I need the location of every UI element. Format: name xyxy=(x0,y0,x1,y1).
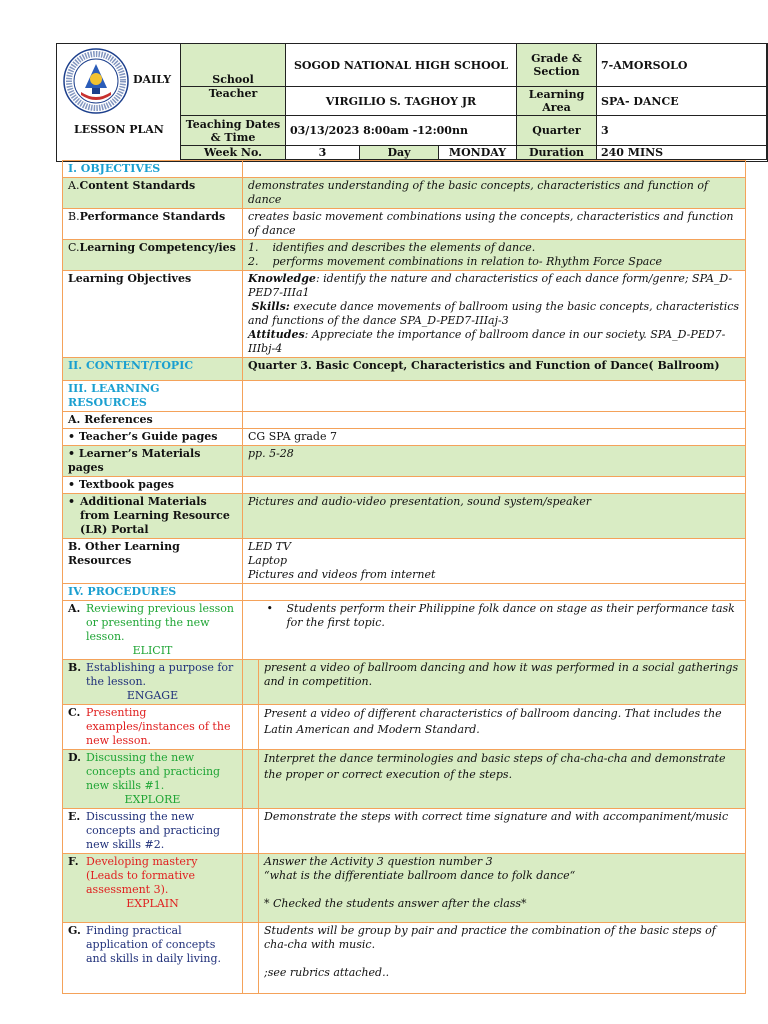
proc-c-letter: C. xyxy=(68,706,81,719)
lm-label: • Learner’s Materials pages xyxy=(68,447,200,474)
content-standards-value: demonstrates understanding of the basic concepts, characteristics and function of dance xyxy=(243,178,746,209)
quarter-value: 3 xyxy=(597,116,767,146)
objectives-heading: I. OBJECTIVES xyxy=(63,161,243,178)
grade-value: 7-AMORSOLO xyxy=(597,44,767,87)
attitudes-line: Attitudes: Appreciate the importance of ballroom dance in our society. SPA_D-PED7-IIIbj-4 xyxy=(248,328,726,355)
area-label: Learning Area xyxy=(517,87,597,116)
content-heading: II. CONTENT/TOPIC xyxy=(63,358,243,381)
lm-value: pp. 5-28 xyxy=(243,446,746,477)
proc-f-value-1: Answer the Activity 3 question number 3 xyxy=(264,855,493,868)
am-label: Additional Materials from Learning Resource (LR) Portal xyxy=(80,495,230,536)
proc-d-label: Discussing the new concepts and practicing new skills #1. xyxy=(86,751,221,792)
day-value: MONDAY xyxy=(439,146,517,160)
procedures-heading-row xyxy=(63,584,746,601)
proc-e-letter: E. xyxy=(68,810,81,823)
header-table xyxy=(180,43,767,160)
duration-value: 240 MINS xyxy=(597,146,767,160)
proc-g-label: Finding practical application of concepts and skills in daily living. xyxy=(86,924,222,965)
week-label: Week No. xyxy=(181,146,286,160)
skills-line: Skills: execute dance movements of ballroom using the basic concepts, characteristics and functions of the dance SPA_D-PED7-IIIaj-3 xyxy=(248,300,740,327)
letter-c: C. xyxy=(68,241,80,254)
references-label: A. References xyxy=(63,412,243,429)
competency-label: Learning Competency/ies xyxy=(79,241,236,254)
week-value: 3 xyxy=(286,146,360,160)
proc-d-value: Interpret the dance terminologies and basic steps of cha-cha-cha and demonstrate the proper or correct execution of the steps. xyxy=(259,750,746,809)
dates-value: 03/13/2023 8:00am -12:00nn xyxy=(286,116,517,146)
content-topic-row xyxy=(63,358,746,381)
area-value: SPA- DANCE xyxy=(597,87,767,116)
proc-f-label: Developing mastery (Leads to formative assessment 3). xyxy=(86,855,198,896)
references-row xyxy=(63,412,746,429)
proc-d-letter: D. xyxy=(68,751,81,764)
proc-b-sub: ENGAGE xyxy=(126,689,179,702)
teacher-value: VIRGILIO S. TAGHOY JR xyxy=(286,87,517,116)
proc-c-label: Presenting examples/instances of the new lesson. xyxy=(86,706,231,747)
proc-b-letter: B. xyxy=(68,661,82,674)
school-label: School xyxy=(181,44,286,87)
resources-heading-row xyxy=(63,381,746,412)
letter-b: B. xyxy=(68,210,80,223)
school-value: SOGOD NATIONAL HIGH SCHOOL xyxy=(286,44,517,87)
competency-item-2: 2. performs movement combinations in relation to- Rhythm Force Space xyxy=(248,255,662,268)
proc-a-sub: ELICIT xyxy=(132,644,173,657)
other-item-3: Pictures and videos from internet xyxy=(248,568,436,581)
tg-label: • Teacher’s Guide pages xyxy=(68,430,217,443)
other-item-1: LED TV xyxy=(248,540,291,553)
tg-row xyxy=(63,429,746,446)
proc-f-value-3: * Checked the students answer after the class* xyxy=(264,897,527,910)
deped-seal-icon xyxy=(63,48,129,114)
proc-c-row xyxy=(63,705,746,750)
proc-b-label: Establishing a purpose for the lesson. xyxy=(86,661,234,688)
proc-a-value: Students perform their Philippine folk dance on stage as their performance task for the first topic. xyxy=(286,602,735,629)
day-label: Day xyxy=(360,146,439,160)
proc-a-letter: A. xyxy=(68,602,81,615)
proc-g-value-2: ;see rubrics attached.. xyxy=(264,966,390,979)
proc-b-value: present a video of ballroom dancing and how it was performed in a social gatherings and in competition. xyxy=(259,660,746,705)
content-standards-label: Content Standards xyxy=(79,179,196,192)
proc-a-row: A. Reviewing previous lesson or presenting the new lesson. ELICIT • Students perform their Philippine folk dance on stage as their performance task for the first topic. xyxy=(63,601,746,660)
lesson-body-table xyxy=(62,160,746,994)
performance-standards-row xyxy=(63,209,746,240)
proc-f-sub: EXPLAIN xyxy=(126,897,179,910)
other-resources-row xyxy=(63,539,746,584)
proc-g-value-1: Students will be group by pair and practice the combination of the basic steps of cha-cha with music. xyxy=(264,924,716,951)
performance-standards-label: Performance Standards xyxy=(79,210,226,223)
learning-objectives-row xyxy=(63,271,746,358)
lm-row xyxy=(63,446,746,477)
am-value: Pictures and audio-video presentation, sound system/speaker xyxy=(243,494,746,539)
proc-f-value-2: “what is the differentiate ballroom dance to folk dance“ xyxy=(264,869,576,882)
tb-label: • Textbook pages xyxy=(68,478,174,491)
proc-e-row xyxy=(63,809,746,854)
competency-row xyxy=(63,240,746,271)
proc-f-letter: F. xyxy=(68,855,79,868)
other-label: B. Other Learning Resources xyxy=(63,539,243,584)
proc-e-label: Discussing the new concepts and practicing new skills #2. xyxy=(86,810,221,851)
competency-item-1: 1. identifies and describes the elements of dance. xyxy=(248,241,536,254)
quarter-label: Quarter xyxy=(517,116,597,146)
proc-f-row xyxy=(63,854,746,923)
procedures-heading: IV. PROCEDURES xyxy=(63,584,243,601)
proc-a-label: Reviewing previous lesson or presenting the new lesson. xyxy=(86,602,235,643)
knowledge-line: Knowledge: identify the nature and characteristics of each dance form/genre; SPA_D-PED7-IIIa1 xyxy=(248,272,733,299)
performance-standards-value: creates basic movement combinations using the concepts, characteristics and function of dance xyxy=(243,209,746,240)
proc-d-sub: EXPLORE xyxy=(124,793,181,806)
content-standards-row xyxy=(63,178,746,209)
duration-label: Duration xyxy=(517,146,597,160)
teacher-label: Teacher xyxy=(181,87,286,116)
resources-heading: III. LEARNING RESOURCES xyxy=(63,381,243,412)
lesson-plan-label: LESSON PLAN xyxy=(74,123,164,136)
other-item-2: Laptop xyxy=(248,554,287,567)
am-row: • Additional Materials from Learning Resource (LR) Portal Pictures and audio-video presentation, sound system/speaker xyxy=(63,494,746,539)
content-value: Quarter 3. Basic Concept, Characteristics and Function of Dance( Ballroom) xyxy=(243,358,746,381)
tg-value: CG SPA grade 7 xyxy=(243,429,746,446)
learning-objectives-label: Learning Objectives xyxy=(63,271,243,358)
proc-e-value: Demonstrate the steps with correct time signature and with accompaniment/music xyxy=(259,809,746,854)
objectives-heading-row xyxy=(63,161,746,178)
proc-b-row xyxy=(63,660,746,705)
grade-label: Grade & Section xyxy=(517,44,597,87)
proc-g-letter: G. xyxy=(68,924,81,937)
proc-c-value: Present a video of different characteristics of ballroom dancing. That includes the Latin American and Modern Standard. xyxy=(259,705,746,750)
tb-row xyxy=(63,477,746,494)
proc-d-row xyxy=(63,750,746,809)
proc-g-row xyxy=(63,923,746,994)
daily-label: DAILY xyxy=(133,73,172,86)
letter-a: A. xyxy=(68,179,80,192)
dates-label: Teaching Dates & Time xyxy=(181,116,286,146)
